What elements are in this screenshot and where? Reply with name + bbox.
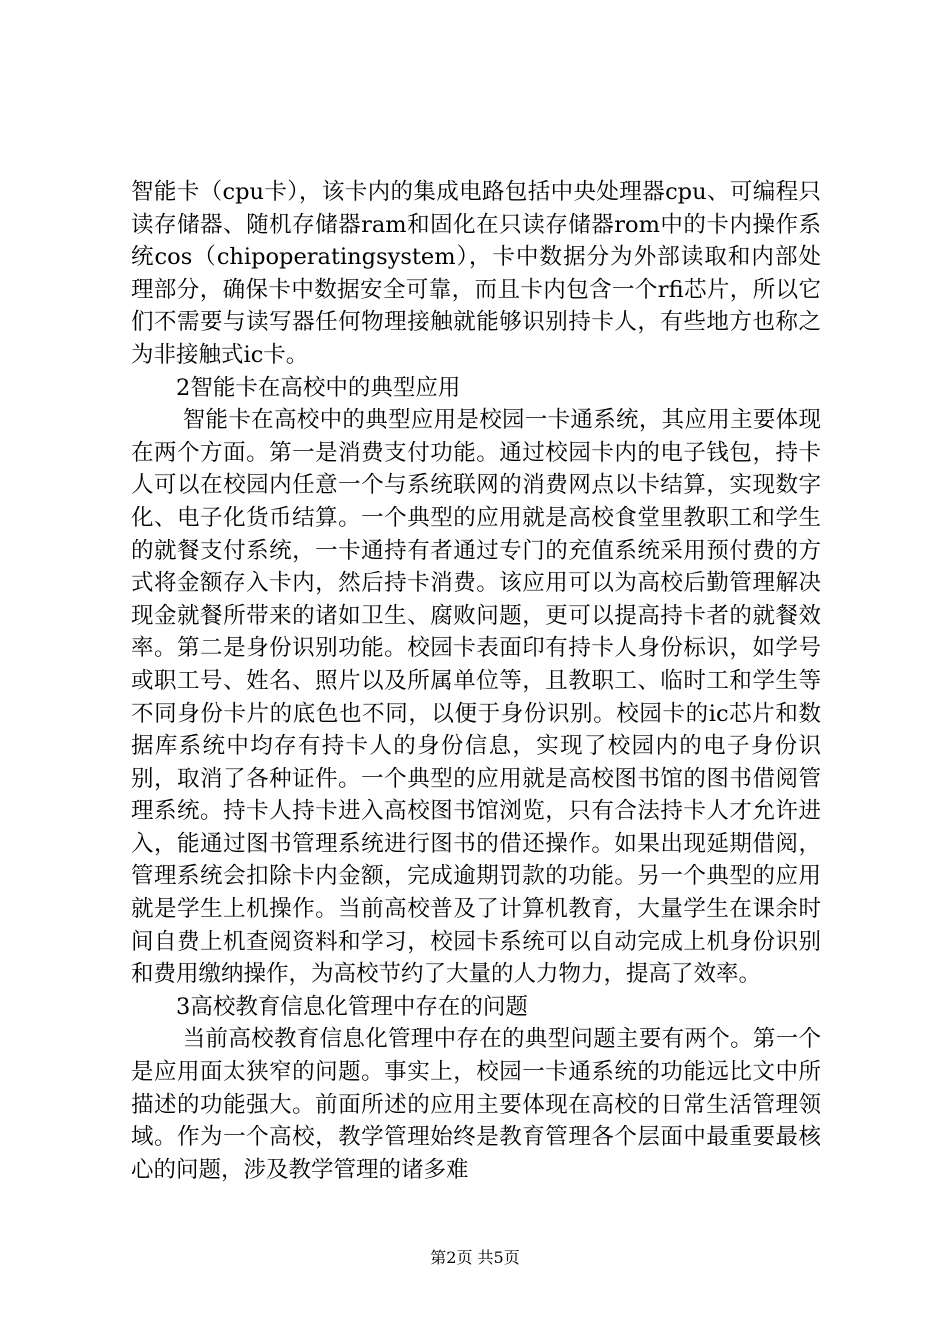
page-number-label: 第2页 共5页 — [430, 1248, 520, 1267]
section-heading-3: 3高校教育信息化管理中存在的问题 — [176, 993, 528, 1020]
document-body — [131, 176, 821, 1186]
page-footer — [0, 1248, 950, 1268]
paragraph-smart-card-definition: 智能卡（cpu卡），该卡内的集成电路包括中央处理器cpu、可编程只读存储器、随机存储器ram和固化在只读存储器rom中的卡内操作系统cos（chipoperatingsystem），卡中数据分为外部读取和内部处理部分，确保卡中数据安全可靠，而且卡内包含一个rfi芯片，所以它们不需要与读写器任何物理接触就能够识别持卡人，有些地方也称之为非接触式ic卡。 — [131, 179, 821, 368]
section-heading-2: 2智能卡在高校中的典型应用 — [176, 374, 461, 401]
paragraph-campus-card-applications: 智能卡在高校中的典型应用是校园一卡通系统，其应用主要体现在两个方面。第一是消费支付功能。通过校园卡内的电子钱包，持卡人可以在校园内任意一个与系统联网的消费网点以卡结算，实现数字化、电子化货币结算。一个典型的应用就是高校食堂里教职工和学生的就餐支付系统，一卡通持有者通过专门的充值系统采用预付费的方式将金额存入卡内，然后持卡消费。该应用可以为高校后勤管理解决现金就餐所带来的诸如卫生、腐败问题，更可以提高持卡者的就餐效率。第二是身份识别功能。校园卡表面印有持卡人身份标识，如学号或职工号、姓名、照片以及所属单位等，且教职工、临时工和学生等不同身份卡片的底色也不同，以便于身份识别。校园卡的ic芯片和数据库系统中均存有持卡人的身份信息，实现了校园内的电子身份识别，取消了各种证件。一个典型的应用就是高校图书馆的图书借阅管理系统。持卡人持卡进入高校图书馆浏览，只有合法持卡人才允许进入，能通过图书管理系统进行图书的借还操作。如果出现延期借阅，管理系统会扣除卡内金额，完成逾期罚款的功能。另一个典型的应用就是学生上机操作。当前高校普及了计算机教育，大量学生在课余时间自费上机查阅资料和学习，校园卡系统可以自动完成上机身份识别和费用缴纳操作，为高校节约了大量的人力物力，提高了效率。 — [131, 407, 821, 988]
paragraph-existing-problems: 当前高校教育信息化管理中存在的典型问题主要有两个。第一个是应用面太狭窄的问题。事实上，校园一卡通系统的功能远比文中所描述的功能强大。前面所述的应用主要体现在高校的日常生活管理领域。作为一个高校，教学管理始终是教育管理各个层面中最重要最核心的问题，涉及教学管理的诸多难 — [131, 1026, 821, 1183]
